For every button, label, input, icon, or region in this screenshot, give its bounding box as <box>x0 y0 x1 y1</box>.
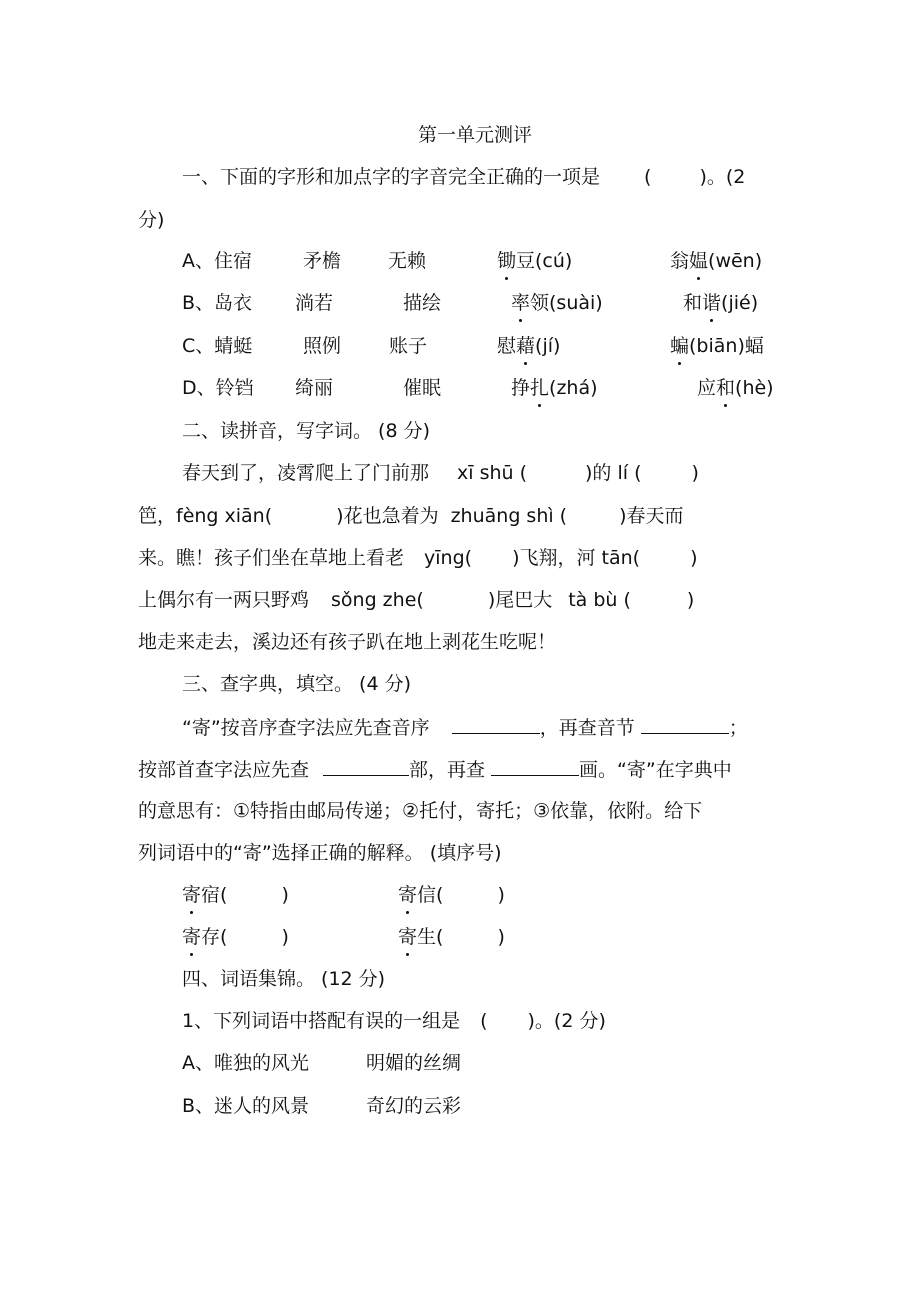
paren: ) <box>690 547 698 569</box>
q1-option-b-word2: 淌若 <box>295 292 334 314</box>
dotted-char: 寄 <box>182 884 202 906</box>
answer-blank[interactable] <box>452 715 540 734</box>
dotted-char: 寄 <box>398 926 418 948</box>
q2-line-4 <box>138 588 694 612</box>
q2-line-3 <box>138 546 697 570</box>
text: 上偶尔有一两只野鸡 <box>138 589 310 611</box>
q4-option-b: B、迷人的风景 <box>182 1095 310 1117</box>
text: 春天到了，凌霄爬上了门前那 <box>182 462 430 484</box>
text: 按部首查字法应先查 <box>138 759 310 781</box>
pinyin: )飞翔，河 tān( <box>512 547 641 569</box>
q3-line-4: 列词语中的“寄”选择正确的解释。 (填序号) <box>138 842 502 864</box>
text: 笆，fèng xiān( <box>138 505 273 527</box>
text: )尾巴大 <box>487 589 553 611</box>
paren: ) <box>497 926 505 948</box>
q3-item-4 <box>398 925 505 949</box>
text: 画。“寄”在字典中 <box>579 759 732 781</box>
text: “寄”按音序查字法应先查音序 <box>182 717 430 739</box>
text: )春天而 <box>619 505 684 527</box>
q1-stem-text: 一、下面的字形和加点字的字音完全正确的一项是 <box>182 166 601 188</box>
q4-sub1 <box>182 1009 606 1033</box>
q1-answer-paren: ( <box>644 166 652 188</box>
dotted-char: 媪 <box>689 250 709 272</box>
q1-option-c-word5 <box>670 334 764 358</box>
text: 宿( <box>201 884 228 906</box>
q4-option-b-word2: 奇幻的云彩 <box>366 1095 462 1117</box>
q3-stem: 三、查字典，填空。 (4 分) <box>182 673 411 695</box>
q1-option-d-word4 <box>511 376 598 400</box>
q1-option-c-label: C、蜻蜓 <box>182 335 253 357</box>
q1-option-b-label: B、岛衣 <box>182 292 253 314</box>
dotted-char: 寄 <box>182 926 202 948</box>
pinyin: )的 lí ( <box>585 462 642 484</box>
dotted-char: 蝙 <box>670 335 690 357</box>
word-pre: 应 <box>697 377 717 399</box>
q1-answer-paren-close: ) <box>699 166 707 188</box>
q2-stem: 二、读拼音，写字词。 (8 分) <box>182 420 430 442</box>
q1-option-d-word5 <box>697 376 774 400</box>
word-rest: (biān)蝠 <box>689 335 764 357</box>
paren: ) <box>686 589 695 611</box>
word-rest: (jí) <box>535 335 561 357</box>
pinyin: tà bù ( <box>568 589 631 611</box>
q1-option-a-word4 <box>497 249 572 273</box>
paren: ( <box>480 1010 488 1032</box>
text: 1、下列词语中搭配有误的一组是 <box>182 1010 461 1032</box>
paren: ) <box>281 884 289 906</box>
q1-option-d-word3: 催眠 <box>403 377 442 399</box>
pinyin: sǒng zhe( <box>331 589 424 611</box>
text: 来。瞧！孩子们坐在草地上看老 <box>138 547 405 569</box>
q2-line-5: 地走来走去，溪边还有孩子趴在地上剥花生吃呢！ <box>138 631 557 653</box>
pinyin: yīng( <box>424 547 473 569</box>
q1-option-c-word4 <box>497 334 560 358</box>
word-pre: 翁 <box>670 250 690 272</box>
dotted-char: 藉 <box>516 335 536 357</box>
q2-line-2 <box>138 504 684 528</box>
word-pre: 慰 <box>497 335 517 357</box>
answer-blank[interactable] <box>491 757 579 776</box>
q1-score: 。(2 <box>706 166 746 188</box>
text: )。(2 分) <box>527 1010 606 1032</box>
dotted-char: 率 <box>511 292 531 314</box>
text: ； <box>728 717 748 739</box>
word-rest: (wēn) <box>708 250 763 272</box>
q2-line-1 <box>182 461 699 485</box>
pinyin: zhuāng shì ( <box>450 505 568 527</box>
q1-option-c-word3: 账子 <box>389 335 428 357</box>
q1-score-cont: 分) <box>138 209 165 231</box>
q1-option-a-word2: 矛檐 <box>303 250 342 272</box>
paren: ) <box>691 462 699 484</box>
paren: ) <box>281 926 289 948</box>
page-title: 第一单元测评 <box>418 124 533 146</box>
q3-item-3 <box>182 925 289 949</box>
text: 信( <box>417 884 444 906</box>
text: 部，再查 <box>409 759 486 781</box>
word-rest: (jié) <box>721 292 759 314</box>
dotted-char: 扎 <box>530 377 550 399</box>
pinyin: xī shū ( <box>457 462 528 484</box>
q4-stem: 四、词语集锦。 (12 分) <box>182 968 386 990</box>
q3-item-1 <box>182 883 289 907</box>
answer-blank[interactable] <box>641 715 729 734</box>
word-rest: 豆(cú) <box>516 250 573 272</box>
q3-line-2 <box>138 757 732 782</box>
q1-option-a-word3: 无赖 <box>388 250 427 272</box>
q1-option-b-word5 <box>683 291 758 315</box>
word-rest: (hè) <box>735 377 774 399</box>
q1-option-a-label: A、住宿 <box>182 250 252 272</box>
dotted-char: 寄 <box>398 884 418 906</box>
word-rest: 领(suài) <box>530 292 603 314</box>
q3-item-2 <box>398 883 505 907</box>
q1-option-d-word2: 绮丽 <box>295 377 334 399</box>
paren: ) <box>497 884 505 906</box>
q4-option-a: A、唯独的风光 <box>182 1052 309 1074</box>
q3-line-1 <box>182 715 748 740</box>
q1-option-a-word5 <box>670 249 762 273</box>
word-pre: 和 <box>683 292 703 314</box>
q1-stem <box>182 165 745 189</box>
dotted-char: 谐 <box>702 292 722 314</box>
word-pre: 挣 <box>511 377 531 399</box>
q1-option-c-word2: 照例 <box>303 335 342 357</box>
dotted-char: 和 <box>716 377 736 399</box>
text: 生( <box>417 926 444 948</box>
q3-line-3: 的意思有：①特指由邮局传递；②托付，寄托；③依靠，依附。给下 <box>138 800 703 822</box>
text: )花也急着为 <box>336 505 439 527</box>
q1-option-b-word3: 描绘 <box>403 292 442 314</box>
word-rest: (zhá) <box>549 377 598 399</box>
text: 存( <box>201 926 228 948</box>
q1-option-b-word4 <box>511 291 603 315</box>
text: ，再查音节 <box>539 717 635 739</box>
q1-option-d-label: D、铃铛 <box>182 377 254 399</box>
q4-option-a-word2: 明媚的丝绸 <box>366 1052 462 1074</box>
dotted-char: 锄 <box>497 250 517 272</box>
answer-blank[interactable] <box>323 757 409 776</box>
